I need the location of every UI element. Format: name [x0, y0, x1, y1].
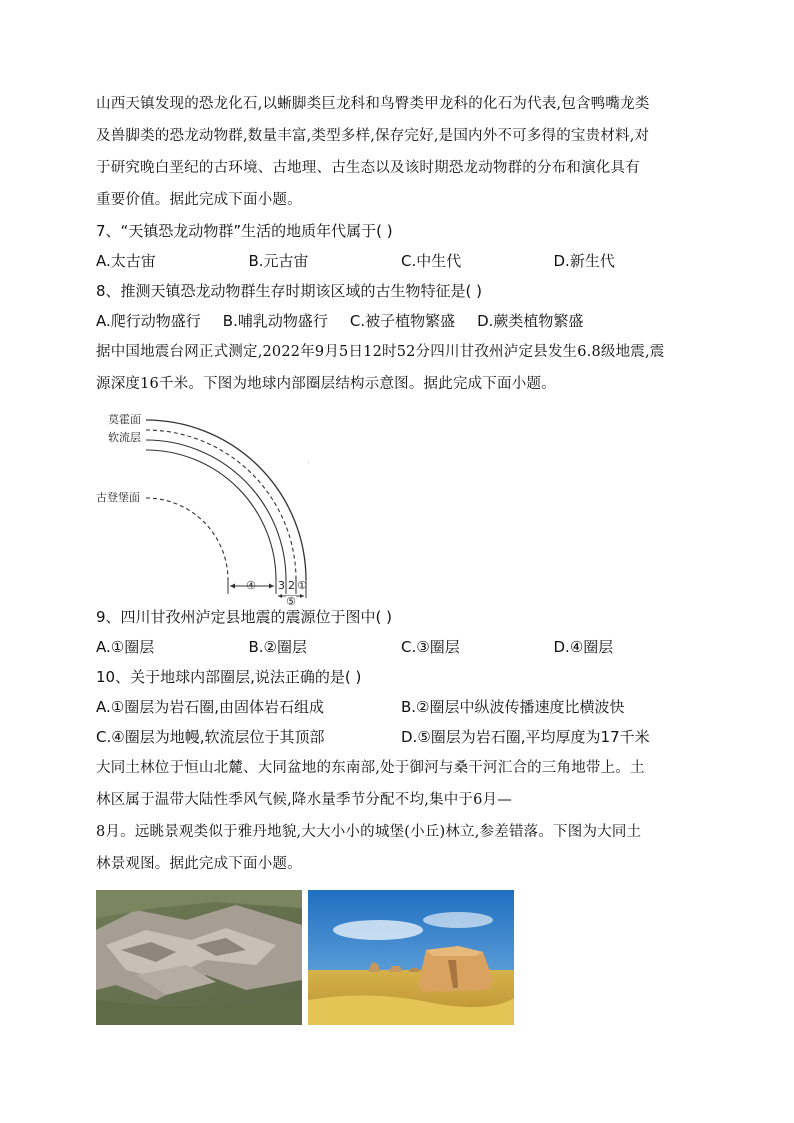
label-asthenosphere: 软流层	[108, 431, 141, 444]
arrow-head	[300, 594, 304, 598]
option-d[interactable]: D.④圈层	[553, 638, 614, 656]
option-a[interactable]: A.爬行动物盛行	[96, 312, 201, 330]
label-layer-1: ①	[297, 579, 307, 592]
passage-dinosaur	[96, 88, 706, 216]
options-row-1	[96, 692, 706, 722]
passage-line: 林区属于温带大陆性季风气候,降水量季节分配不均,集中于6月—	[96, 792, 512, 808]
option-c[interactable]: C.④圈层为地幔,软流层位于其顶部	[96, 728, 325, 746]
option-b[interactable]: B.②圈层中纵波传播速度比横波快	[401, 698, 625, 716]
label-gutenberg: 古登堡面	[96, 491, 140, 504]
option-d[interactable]: D.新生代	[553, 252, 615, 270]
moho-arc	[146, 430, 296, 580]
options	[96, 632, 706, 662]
question-10	[96, 662, 706, 752]
option-b[interactable]: B.②圈层	[248, 638, 308, 656]
passage-earthquake	[96, 336, 706, 400]
question-8	[96, 276, 706, 336]
question-stem: 10、关于地球内部圈层,说法正确的是( )	[96, 668, 362, 686]
arrow-head	[278, 594, 282, 598]
passage-line: 山西天镇发现的恐龙化石,以蜥脚类巨龙科和鸟臀类甲龙科的化石为代表,包含鸭嘴龙类	[96, 96, 650, 112]
arrow-head	[269, 584, 274, 589]
question-stem: 9、四川甘孜州泸定县地震的震源位于图中( )	[96, 608, 393, 626]
option-d[interactable]: D.⑤圈层为岩石圈,平均厚度为17千米	[401, 728, 650, 746]
exam-page	[96, 88, 706, 1025]
passage-line: 据中国地震台网正式测定,2022年9月5日12时52分四川甘孜州泸定县发生6.8级地震,震	[96, 344, 665, 360]
svg-text:': '	[308, 461, 310, 468]
earth-forest-photo-icon	[308, 890, 514, 1025]
question-9	[96, 602, 706, 662]
arrow-head	[230, 584, 235, 589]
asthenosphere-bottom-arc	[146, 450, 276, 580]
label-layer-3: 3	[278, 579, 285, 592]
option-a[interactable]: A.太古宙	[96, 252, 156, 270]
option-a[interactable]: A.①圈层	[96, 638, 155, 656]
question-stem: 7、“天镇恐龙动物群”生活的地质年代属于( )	[96, 222, 393, 240]
label-layer-2: 2	[288, 579, 295, 592]
passage-line: 源深度16千米。下图为地球内部圈层结构示意图。据此完成下面小题。	[96, 376, 556, 392]
option-c[interactable]: C.③圈层	[401, 638, 460, 656]
option-b[interactable]: B.哺乳动物盛行	[222, 312, 328, 330]
question-stem: 8、推测天镇恐龙动物群生存时期该区域的古生物特征是( )	[96, 282, 483, 300]
label-layer-4: ④	[246, 579, 256, 592]
aerial-landform-photo-icon	[96, 890, 302, 1025]
passage-earth-forest	[96, 752, 706, 880]
question-7	[96, 216, 706, 276]
passage-line: 于研究晚白垩纪的古环境、古地理、古生态以及该时期恐龙动物群的分布和演化具有	[96, 160, 640, 176]
gutenberg-arc	[146, 498, 228, 580]
option-c[interactable]: C.中生代	[401, 252, 462, 270]
option-b[interactable]: B.元古宙	[248, 252, 309, 270]
options	[96, 246, 706, 276]
passage-line: 重要价值。据此完成下面小题。	[96, 192, 302, 208]
outer-surface-arc	[146, 420, 306, 580]
passage-line: 8月。远眺景观类似于雅丹地貌,大大小小的城堡(小丘)林立,参差错落。下图为大同土	[96, 824, 642, 840]
label-layer-5: ⑤	[286, 595, 296, 608]
options-row-2	[96, 722, 706, 752]
options	[96, 306, 706, 336]
option-d[interactable]: D.蕨类植物繁盛	[477, 312, 584, 330]
passage-line: 林景观图。据此完成下面小题。	[96, 856, 302, 872]
label-moho: 莫霍面	[108, 413, 141, 426]
option-a[interactable]: A.①圈层为岩石圈,由固体岩石组成	[96, 698, 324, 716]
landscape-photos	[96, 890, 706, 1025]
asthenosphere-top-arc	[146, 440, 286, 580]
passage-line: 及兽脚类的恐龙动物群,数量丰富,类型多样,保存完好,是国内外不可多得的宝贵材料,对	[96, 128, 650, 144]
earth-layers-diagram	[96, 408, 316, 608]
passage-line: 大同土林位于恒山北麓、大同盆地的东南部,处于御河与桑干河汇合的三角地带上。土	[96, 760, 645, 776]
option-c[interactable]: C.被子植物繁盛	[349, 312, 456, 330]
